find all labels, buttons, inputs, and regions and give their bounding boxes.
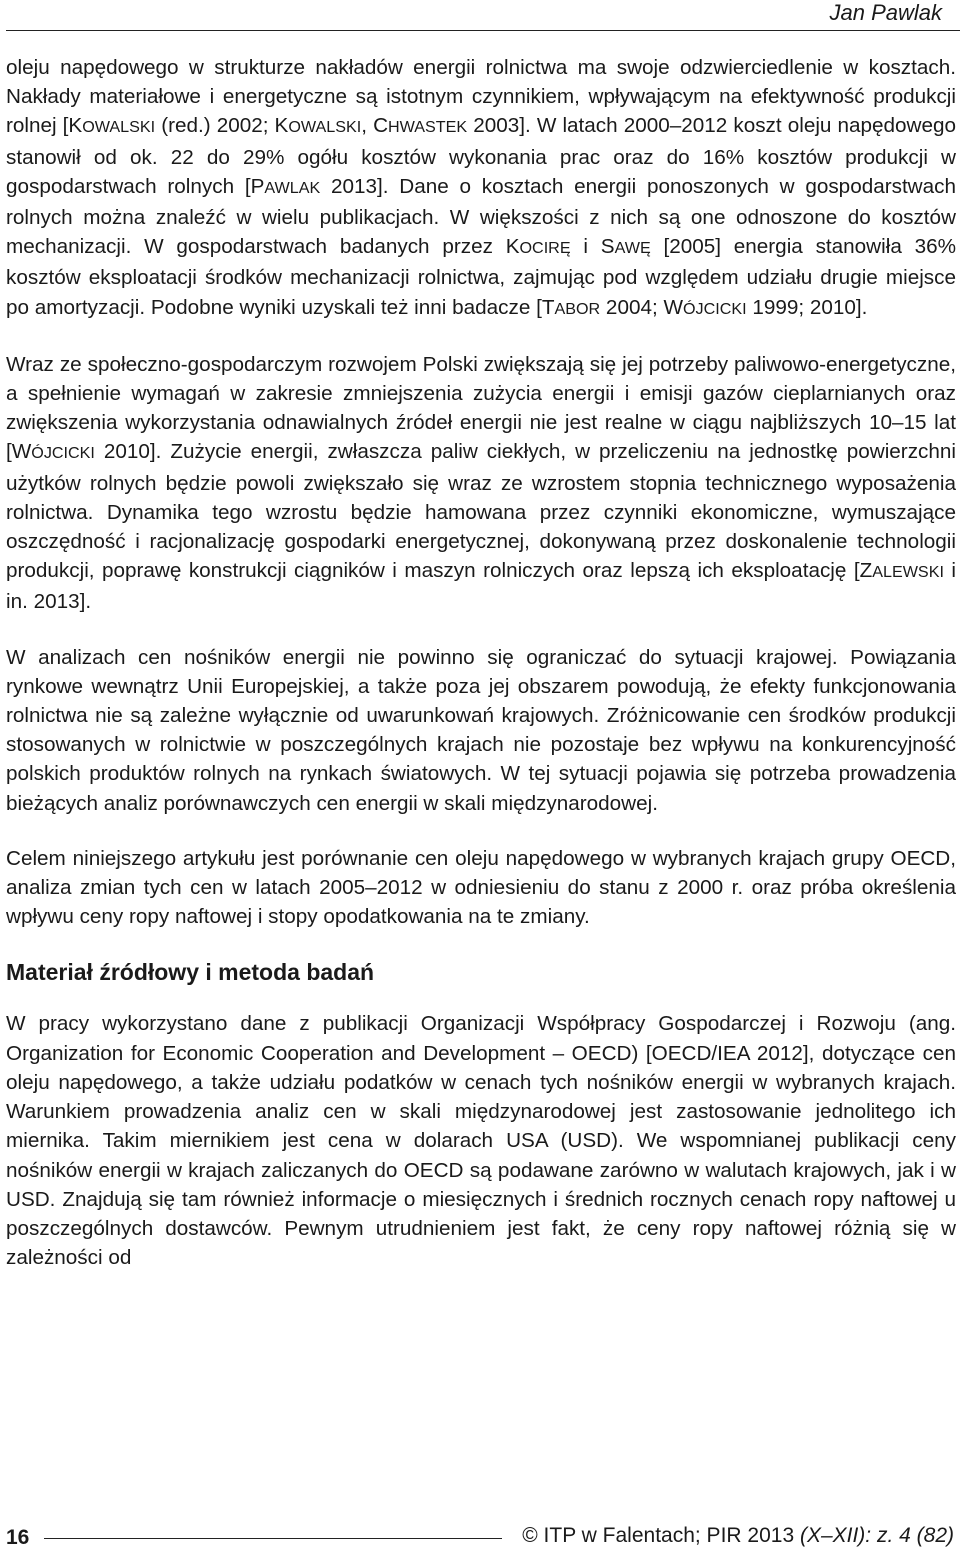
footer-divider [44,1538,502,1539]
header-divider [6,30,960,31]
section-heading: Materiał źródłowy i metoda badań [6,959,375,986]
paragraph-4: Celem niniejszego artykułu jest porównanie cen oleju napędowego w wybranych krajach grupy OECD, analiza zmian tych cen w latach 2005–2012 w odniesieniu do stanu z 2000 r. oraz próba określenia wpływu ceny ropy naftowej i stopy opodatkowania na te zmiany. [6,846,956,929]
paragraph-5: W pracy wykorzystano dane z publikacji Organizacji Współpracy Gospodarczej i Rozwoju (ang. Organization for Economic Cooperation and Development – OECD) [OECD/IEA 2012], dotyczące cen oleju napędowego, a także udziału podatków w cenach tych nośników energii w wybranych krajach. Warunkiem prowadzenia analiz cen w skali międzynarodowej jest zastosowanie jednolitego ich miernika. Takim miernikiem jest cena w dolarach USA (USD). We wspomnianej publikacji ceny nośników energii w krajach zaliczanych do OECD są podawane zarówno w walutach krajowych, jak i w USD. Znajdują się tam również informacje o miesięcznych i średnich rocznych cenach ropy naftowej u poszczególnych dostawców. Pewnym utrudnieniem jest fakt, że ceny ropy naftowej różnią się w zależności od [6,1012,956,1270]
paragraph-1: oleju napędowego w strukturze nakładów energii rolnictwa ma swoje odzwierciedlenie w kosztach. Nakłady materiałowe i energetyczne są istotnym czynnikiem, wpływającym na efektywność produkcji rolnej [KOWALSKI (red.) 2002; KOWALSKI, CHWASTEK 2003]. W latach 2000–2012 koszt oleju napędowego stanowił od ok. 22 do 29% ogółu kosztów wykonania prac oraz do 16% kosztów produkcji w gospodarstwach rolnych [PAWLAK 2013]. Dane o kosztach energii ponoszonych w gospodarstwach rolnych można znaleźć w wielu publikacjach. W większości z nich są one odnoszone do kosztów mechanizacji. W gospodarstwach badanych przez KOCIRĘ i SAWĘ [2005] energia stanowiła 36% kosztów eksploatacji środków mechanizacji rolnictwa, zajmując pod względem udziału drugie miejsce po amortyzacji. Podobne wyniki uzyskali też inni badacze [TABOR 2004; WÓJCICKI 1999; 2010]. [6,56,957,319]
paragraph-2: Wraz ze społeczno-gospodarczym rozwojem Polski zwiększają się jej potrzeby paliwowo-energetyczne, a spełnienie wymagań w zakresie zmniejszenia zużycia energii i emisji gazów cieplarnianych oraz zwiększenia wykorzystania odnawialnych źródeł energii nie jest realne w ciągu najbliższych 10–15 lat [WÓJCICKI 2010]. Zużycie energii, zwłaszcza paliw ciekłych, w przeliczeniu na jednostkę powierzchni użytków rolnych będzie powoli zwiększało się wraz ze wzrostem stopnia technicznego wyposażenia rolnictwa. Dynamika tego wzrostu będzie hamowana przez czynniki ekonomiczne, wymuszające oszczędność i racjonalizację gospodarki energetycznej, dokonywaną przez doskonalenie technologii produkcji, poprawę konstrukcji ciągników i maszyn rolniczych oraz lepszą ich eksploatację [ZALEWSKI i in. 2013]. [6,352,956,614]
footer-journal-info [522,1522,954,1550]
paragraph-3: W analizach cen nośników energii nie powinno się ograniczać do sytuacji krajowej. Powiązania rynkowe wewnątrz Unii Europejskiej, a także poza jej obszarem powodują, że efekty funkcjonowania rolnictwa nie są zależne wyłącznie od uwarunkowań krajowych. Zróżnicowanie cen środków produkcji stosowanych w rolnictwie w poszczególnych krajach nie pozostaje bez wpływu na konkurencyjność polskich produktów rolnych na rynkach światowych. W tej sytuacji pojawia się potrzeba prowadzenia bieżących analiz porównawczych cen energii w skali międzynarodowej. [6,645,956,815]
article-body [6,53,956,1298]
page-number: 16 [6,1526,30,1549]
running-header-author: Jan Pawlak [829,0,942,25]
journal-issue: (X–XII): z. 4 (82) [799,1524,954,1547]
journal-name: © ITP w Falentach; PIR 2013 [522,1524,800,1547]
